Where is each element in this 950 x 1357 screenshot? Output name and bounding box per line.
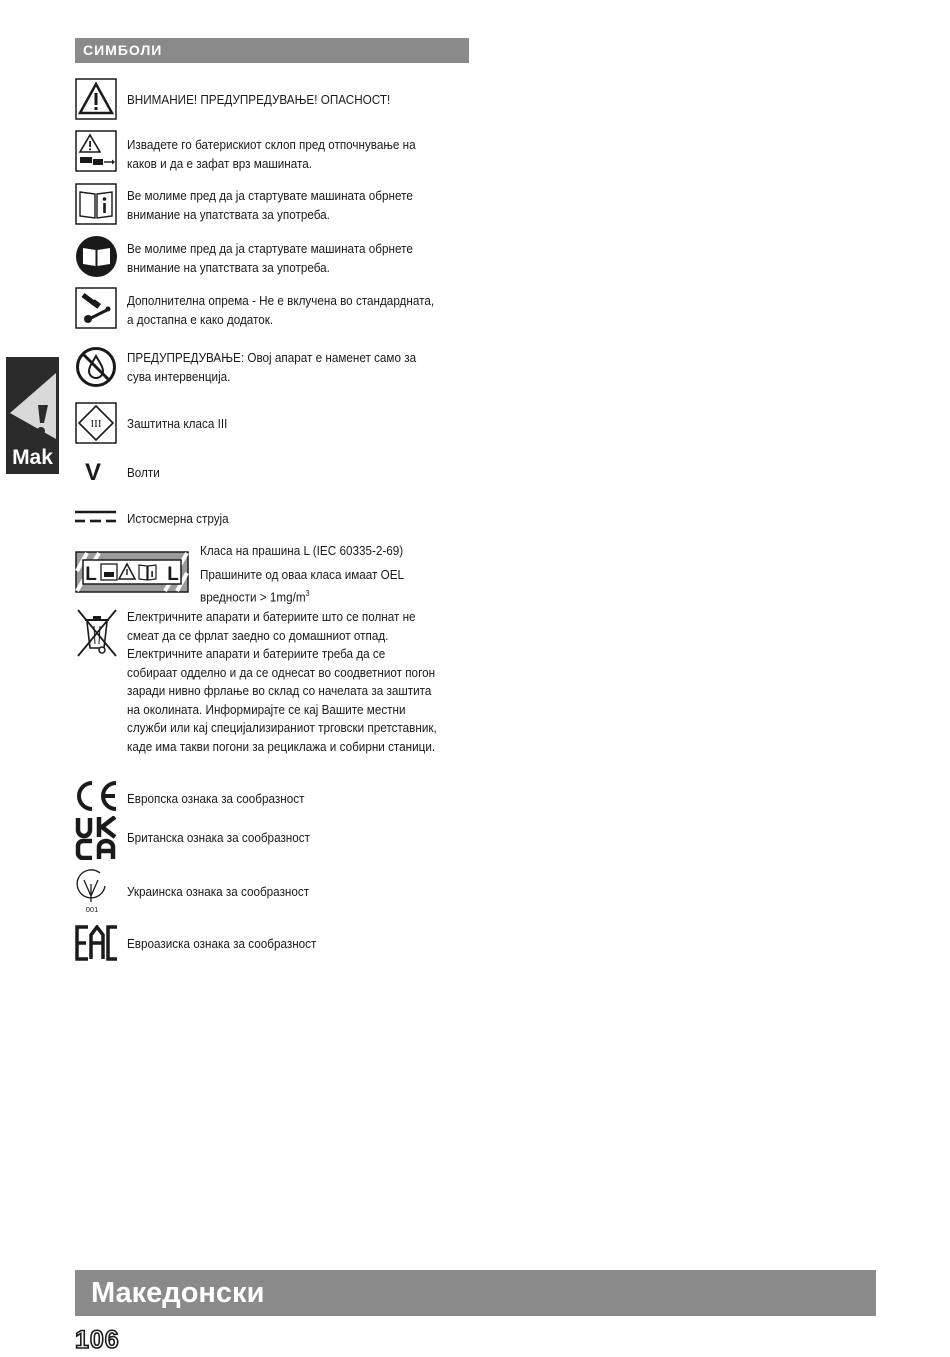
symbol-text-manual-circle: Ве молиме пред да ја стартувате машината обрнете внимание на упатствата за употреба. (127, 241, 413, 275)
weee-bin-icon (75, 608, 119, 658)
ukca-mark-icon (75, 816, 119, 860)
symbol-text-battery: Извадете го батерискиот склоп пред отпочнување на каков и да е зафат врз машината. (127, 137, 416, 171)
warning-triangle-icon (75, 78, 117, 120)
symbol-text-ukraine: Украинска ознака за сообразност (127, 884, 310, 899)
read-manual-icon (75, 183, 117, 225)
symbol-text-eac: Евроазиска ознака за сообразност (127, 936, 317, 951)
remove-battery-icon (75, 130, 117, 172)
svg-text:III: III (90, 418, 102, 430)
no-liquid-icon (75, 346, 117, 388)
accessory-icon (75, 287, 117, 329)
language-side-tab (6, 357, 59, 474)
symbol-text-ukca: Британска ознака за сообразност (127, 830, 310, 845)
symbol-text-ce: Европска ознака за сообразност (127, 791, 305, 806)
symbol-text-accessory: Дополнителна опрема - Не е вклучена во стандардната, а достапна е како додаток. (127, 293, 435, 327)
symbol-text-dc: Истосмерна струја (127, 511, 229, 526)
footer-language-bar: Македонски (75, 1270, 876, 1316)
svg-text:L: L (167, 564, 179, 585)
eac-mark-icon (75, 925, 119, 961)
page-number: 106 (75, 1326, 120, 1354)
symbol-text-dust-class: Класа на прашина L (IEC 60335-2-69) (200, 543, 404, 558)
svg-text:001: 001 (85, 905, 99, 914)
symbol-text-warning: ВНИМАНИЕ! ПРЕДУПРЕДУВАЊЕ! ОПАСНОСТ! (127, 92, 391, 107)
symbol-text-dust-oel: Прашините од оваа класа имаат OEL вредности > $1mg/m^3$ (200, 567, 404, 604)
read-manual-circle-icon (75, 235, 118, 278)
symbol-text-manual: Ве молиме пред да ја стартувате машината обрнете внимание на упатствата за употреба. (127, 188, 413, 222)
warning-tab-icon (8, 363, 58, 441)
protection-class-3-icon (75, 402, 117, 444)
ce-mark-icon (75, 780, 119, 812)
section-title: СИМБОЛИ (75, 38, 469, 63)
language-tab-label: Mak (12, 446, 53, 469)
symbol-text-no-liquid: ПРЕДУПРЕДУВАЊЕ: Овој апарат е наменет само за сува интервенција. (127, 350, 417, 384)
symbol-text-weee: Електричните апарати и батериите што се полнат не смеат да се фрлат заедно со домашниот отпад. Електричните апарати и батериите треба да се собираат одделно и да се однесат во соодветниот погон заради нивно фрлање во склад со начелата за заштита на околината. Информирајте се кај Вашите местни служби или кај специјализираниот трговски претставник, каде има такви погони за рециклажа и собирни станици. (127, 609, 437, 754)
symbol-text-protection-class: Заштитна класа III (127, 416, 228, 431)
direct-current-icon (75, 509, 117, 525)
svg-text:L: L (85, 564, 97, 585)
symbol-text-volt: Волти (127, 465, 160, 480)
dust-class-l-icon (75, 551, 189, 593)
volt-icon: V (85, 459, 102, 486)
ukraine-mark-icon (75, 868, 109, 916)
